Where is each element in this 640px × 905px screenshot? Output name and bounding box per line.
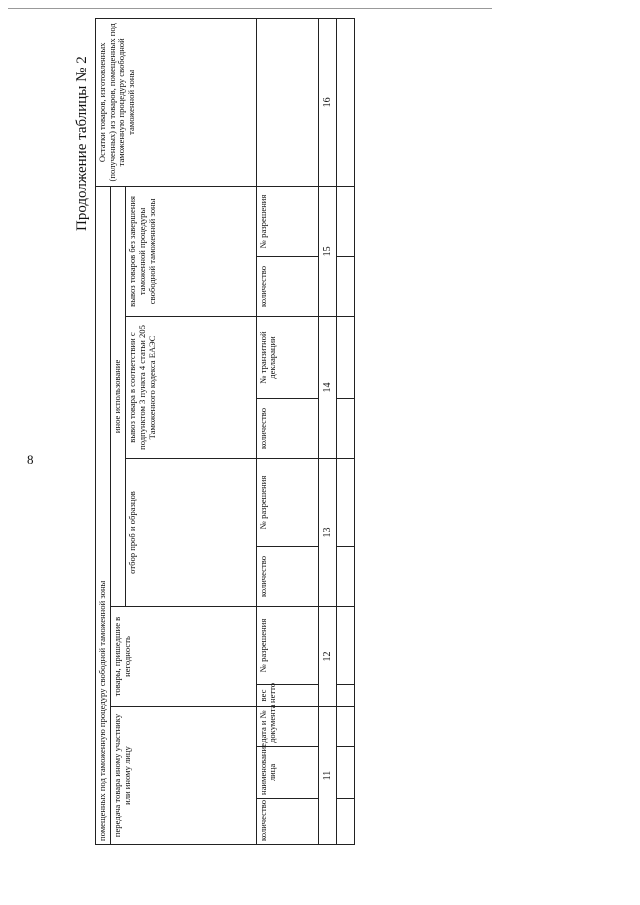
data-cell (337, 607, 355, 685)
data-cell (337, 685, 355, 707)
scan-top-edge-line (8, 8, 492, 9)
page-number: 8 (27, 452, 34, 467)
remaining-goods-header: Остатки товаров, изготовленных (полученных) из товаров, помещенных под таможенную процедуру свободной таможенной зоны (96, 18, 257, 186)
col-quantity: количество (256, 399, 318, 459)
col-doc-date-no: дата и № документа (256, 707, 318, 747)
export-no-completion-header: вывоз товаров без завершения таможенной процедуры свободной таможенной зоны (126, 186, 256, 316)
col-quantity: количество (256, 257, 318, 317)
column-number: 14 (318, 317, 337, 459)
samples-header: отбор проб и образцов (126, 459, 256, 607)
customs-table-sheet (95, 23, 355, 845)
column-number: 12 (318, 607, 337, 707)
data-cell (337, 459, 355, 547)
table-continuation-heading: Продолжение таблицы № 2 (74, 56, 90, 231)
column-number: 15 (318, 186, 337, 316)
col-permit-no: № разрешения (256, 459, 318, 547)
export-205-header: вывоз товара в соответствии с подпунктом 3 пункта 4 статьи 205 Таможенного кодекса ЕАЭС (126, 317, 256, 459)
free-customs-zone-table (95, 18, 355, 845)
data-cell (337, 707, 355, 747)
data-cell (337, 747, 355, 799)
col-person-name: наименование лица (256, 747, 318, 799)
data-cell (337, 18, 355, 186)
transfer-header: передача товара иному участнику или иному лицу (111, 707, 257, 845)
column-number: 11 (318, 707, 337, 845)
remaining-blank-cell (256, 18, 318, 186)
data-cell (337, 799, 355, 845)
other-use-header: иное использование (111, 186, 126, 606)
col-transit-declaration-no: № транзитной декларации (256, 317, 318, 399)
col-net-weight: вес нетто (256, 685, 318, 707)
data-cell (337, 547, 355, 607)
data-cell (337, 257, 355, 317)
data-cell (337, 186, 355, 256)
col-permit-no: № разрешения (256, 607, 318, 685)
column-number: 13 (318, 459, 337, 607)
col-permit-no: № разрешения (256, 186, 318, 256)
group-title-cell: помещенных под таможенную процедуру свободной таможенной зоны (96, 186, 111, 844)
data-cell (337, 399, 355, 459)
data-cell (337, 317, 355, 399)
col-quantity: количество (256, 799, 318, 845)
damaged-goods-header: товары, пришедшие в негодность (111, 607, 257, 707)
col-quantity: количество (256, 547, 318, 607)
column-number: 16 (318, 18, 337, 186)
